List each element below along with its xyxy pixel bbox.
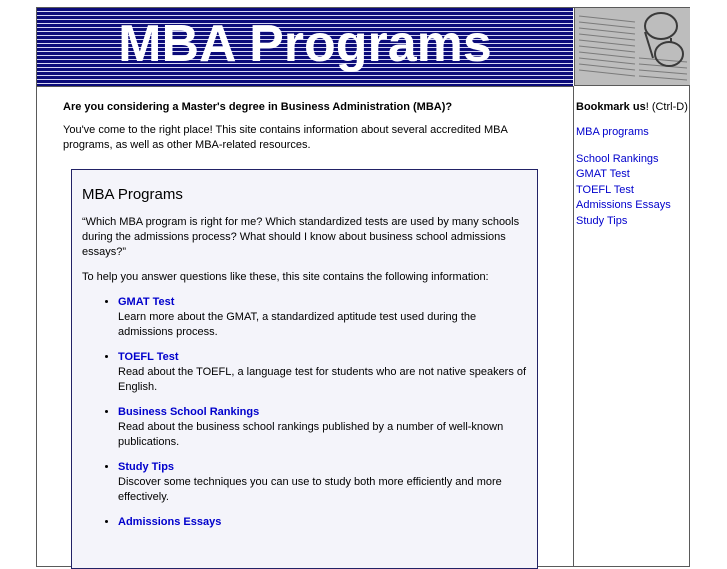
photo-illustration xyxy=(575,8,690,86)
list-item xyxy=(118,460,527,505)
list-item-desc: Read about the business school rankings published by a number of well-known publications. xyxy=(118,421,504,448)
sidebar xyxy=(576,101,690,229)
sidebar-link-mba-programs[interactable]: MBA programs xyxy=(576,126,649,138)
bookmark-label: Bookmark us xyxy=(576,101,646,113)
sidebar-link-admissions-essays[interactable]: Admissions Essays xyxy=(576,199,671,211)
box-lead: To help you answer questions like these, this site contains the following information: xyxy=(82,271,489,283)
list-item xyxy=(118,515,527,530)
sidebar-divider xyxy=(573,86,574,566)
site-banner xyxy=(37,8,573,87)
main-content xyxy=(63,101,543,153)
sidebar-link-study-tips[interactable]: Study Tips xyxy=(576,214,628,227)
intro-text: You've come to the right place! This site contains information about several accredited MBA programs, as well as other MBA-related resources. xyxy=(63,124,508,151)
list-item xyxy=(118,295,527,340)
list-item-desc: Read about the TOEFL, a language test for students who are not native speakers of English. xyxy=(118,366,527,393)
sidebar-link-school-rankings[interactable]: School Rankings xyxy=(576,152,659,165)
list-item xyxy=(118,405,527,450)
bookmark-note xyxy=(576,101,690,113)
topic-list xyxy=(82,295,527,530)
intro-question: Are you considering a Master's degree in Business Administration (MBA)? xyxy=(63,101,453,113)
mba-programs-box xyxy=(71,169,538,569)
page-frame xyxy=(36,7,690,567)
list-item xyxy=(118,350,527,395)
admissions-essays-link[interactable]: Admissions Essays xyxy=(118,516,222,528)
study-tips-link[interactable]: Study Tips xyxy=(118,461,175,473)
toefl-test-link[interactable]: TOEFL Test xyxy=(118,351,179,363)
newspaper-glasses-photo-icon xyxy=(574,8,690,86)
sidebar-link-toefl-test[interactable]: TOEFL Test xyxy=(576,183,634,196)
sidebar-link-gmat-test[interactable]: GMAT Test xyxy=(576,168,630,180)
business-school-rankings-link[interactable]: Business School Rankings xyxy=(118,406,260,418)
list-item-desc: Discover some techniques you can use to study both more efficiently and more effectively. xyxy=(118,476,502,503)
box-quote: “Which MBA program is right for me? Which standardized tests are used by many schools during the admissions process? What should I know about business school admissions essays?” xyxy=(82,216,520,258)
box-heading: MBA Programs xyxy=(82,186,183,203)
bookmark-shortcut: ! (Ctrl-D) xyxy=(645,101,688,113)
list-item-desc: Learn more about the GMAT, a standardized aptitude test used during the admissions process. xyxy=(118,311,477,338)
site-title: MBA Programs xyxy=(118,15,492,73)
gmat-test-link[interactable]: GMAT Test xyxy=(118,296,175,308)
